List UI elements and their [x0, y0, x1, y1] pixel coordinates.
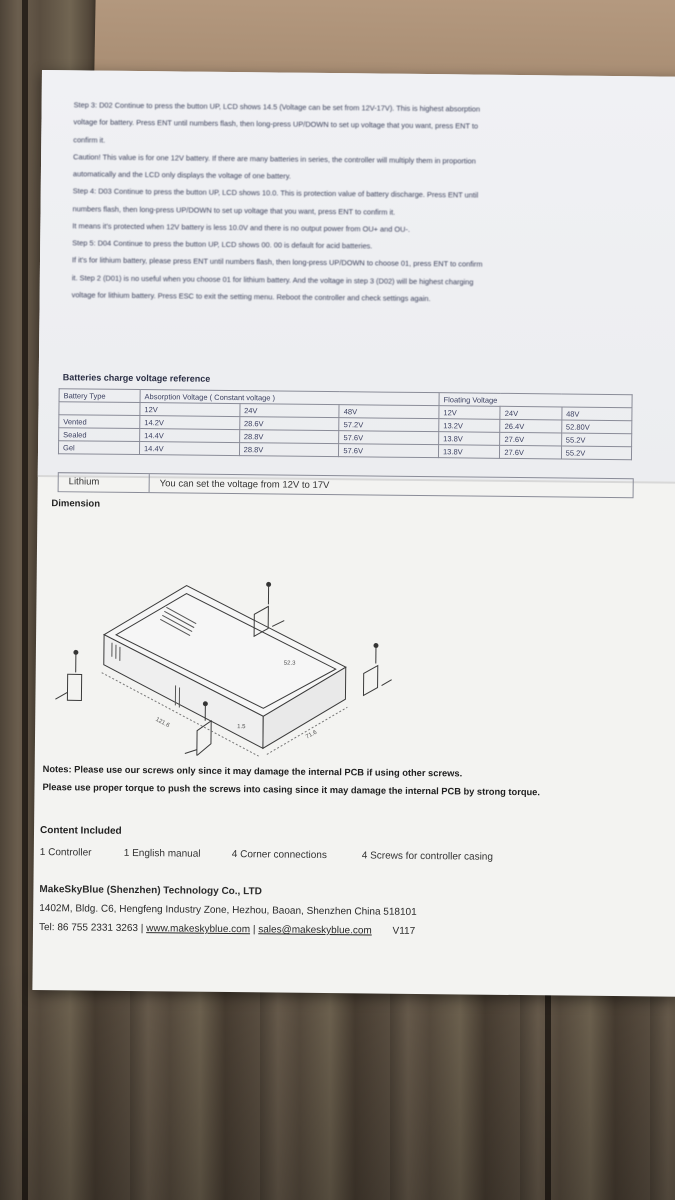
- content-item: 1 Controller: [39, 847, 92, 859]
- company-separator: |: [252, 924, 256, 936]
- dimension-title: Dimension: [51, 498, 101, 510]
- table-cell: 24V: [500, 406, 561, 420]
- table-cell: 24V: [240, 404, 340, 418]
- table-cell: 14.4V: [140, 429, 240, 443]
- deck-shadow: [0, 960, 675, 1200]
- table-cell: 52.80V: [561, 420, 631, 434]
- company-email: sales@makeskyblue.com: [258, 924, 372, 937]
- content-title: Content Included: [39, 825, 122, 837]
- table-cell: 12V: [140, 403, 240, 417]
- table-cell: 13.8V: [438, 445, 499, 459]
- table-cell-type: Sealed: [59, 428, 140, 442]
- table-cell: 14.2V: [140, 416, 240, 430]
- table-cell-empty: [59, 402, 140, 416]
- table-cell: 13.2V: [439, 419, 500, 433]
- table-cell-type: Gel: [58, 441, 139, 455]
- step4-line: It means it's protected when 12V battery is less 10.0V and there is no output power from OU+ and OU-.: [72, 221, 411, 234]
- table-cell: 28.8V: [239, 443, 339, 457]
- table-cell: 27.6V: [500, 432, 561, 446]
- dim-label: 71.6: [305, 729, 319, 741]
- document-version: V117: [392, 925, 416, 937]
- notes: [42, 760, 540, 801]
- table-cell: 48V: [562, 407, 632, 421]
- content-item: 4 Corner connections: [231, 849, 327, 862]
- company-tel: Tel: 86 755 2331 3263: [38, 922, 139, 935]
- table-title: Batteries charge voltage reference: [62, 372, 211, 384]
- header-battery-type: Battery Type: [59, 389, 140, 403]
- caution-line: automatically and the LCD only displays the voltage of one battery.: [72, 169, 291, 181]
- header-absorption: Absorption Voltage ( Constant voltage ): [140, 390, 439, 406]
- notes-line: Notes: Please use our screws only since it may damage the internal PCB if using other screws.: [42, 764, 463, 779]
- company-contact: [39, 918, 417, 941]
- step3-paragraph: [72, 100, 634, 313]
- table-cell: 13.8V: [439, 432, 500, 446]
- dim-label: 121.6: [154, 716, 171, 730]
- table-cell: 14.4V: [139, 442, 239, 456]
- caution-line: Caution! This value is for one 12V battery. If there are many batteries in series, the controller will multiply them in proportion: [73, 152, 476, 166]
- lithium-type: Lithium: [59, 473, 150, 492]
- notes-line: Please use proper torque to push the screws into casing since it may damage the internal PCB by strong torque.: [42, 782, 541, 798]
- dimension-diagram: [45, 514, 667, 760]
- table-cell: 48V: [339, 405, 439, 419]
- table-cell: 57.6V: [339, 431, 439, 445]
- dim-label: 1.5: [237, 724, 246, 731]
- step5-line: Step 5: D04 Continue to press the button UP, LCD shows 00. 00 is default for acid batteries.: [72, 238, 373, 251]
- corner-bracket-left-icon: [55, 650, 82, 700]
- company-separator: |: [140, 923, 144, 935]
- table-cell-type: Vented: [59, 415, 140, 429]
- table-cell: 55.2V: [561, 446, 631, 460]
- step5-line: it. Step 2 (D01) is no useful when you choose 01 for lithium battery. And the voltage in step 3 (D02) will be highest charging: [71, 272, 474, 287]
- lithium-text: You can set the voltage from 12V to 17V: [159, 477, 330, 491]
- step3-line: voltage for battery. Press ENT until numbers flash, then long-press UP/DOWN to set up voltage that you want, press ENT to: [73, 117, 479, 131]
- table-cell: 28.6V: [239, 417, 339, 431]
- voltage-table: [58, 388, 633, 460]
- table-cell: 12V: [439, 406, 500, 420]
- table-cell: 28.8V: [239, 430, 339, 444]
- table-cell: 55.2V: [561, 433, 631, 447]
- corner-bracket-right-icon: [363, 643, 392, 695]
- company-block: [39, 880, 417, 941]
- company-website: www.makeskyblue.com: [146, 923, 251, 936]
- step3-line: confirm it.: [73, 134, 106, 145]
- step5-line: voltage for lithium battery. Press ESC to exit the setting menu. Reboot the controller and check settings again.: [71, 290, 431, 303]
- table-cell: 57.2V: [339, 418, 439, 432]
- company-address: 1402M, Bldg. C6, Hengfeng Industry Zone, Hezhou, Baoan, Shenzhen China 518101: [39, 903, 417, 918]
- dim-label: 52.3: [283, 660, 296, 667]
- company-name: MakeSkyBlue (Shenzhen) Technology Co., LTD: [39, 884, 262, 898]
- content-item: 1 English manual: [123, 847, 201, 860]
- table-cell: 27.6V: [500, 445, 561, 459]
- step4-line: numbers flash, then long-press UP/DOWN to set up voltage that you want, press ENT to confirm it.: [72, 203, 396, 217]
- instruction-sheet: [32, 70, 675, 997]
- step3-line: Step 3: D02 Continue to press the button UP, LCD shows 14.5 (Voltage can be set from 12V-17V). This is highest absorption: [73, 100, 481, 114]
- step5-line: If it's for lithium battery, please press ENT until numbers flash, then long-press UP/DOWN to choose 01, press ENT to confirm: [71, 255, 483, 269]
- content-item: 4 Screws for controller casing: [361, 850, 494, 863]
- header-floating: Floating Voltage: [439, 393, 632, 408]
- table-cell: 57.6V: [339, 444, 439, 458]
- table-cell: 26.4V: [500, 419, 561, 433]
- step4-line: Step 4: D03 Continue to press the button UP, LCD shows 10.0. This is protection value of battery discharge. Press ENT until: [72, 186, 479, 200]
